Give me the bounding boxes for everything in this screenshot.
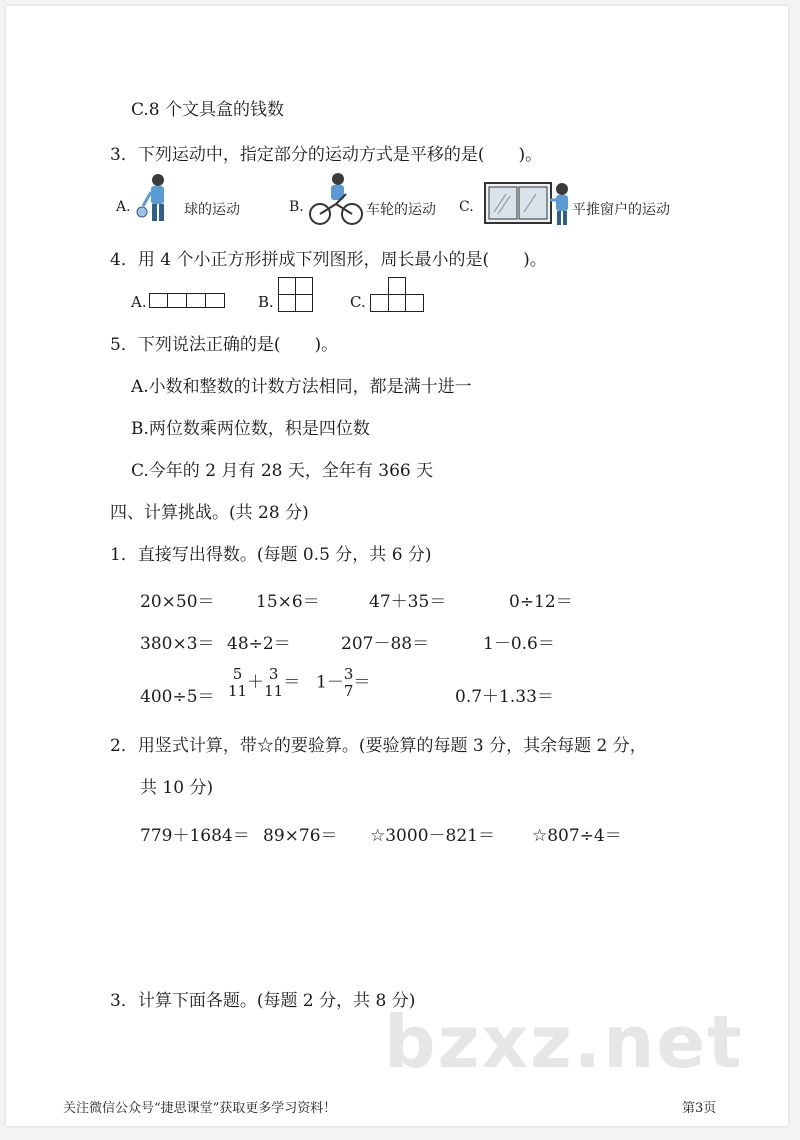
vertical-calc-2: 89×76＝ bbox=[263, 826, 338, 846]
shape-b-two-by-two-square bbox=[278, 277, 312, 311]
q5-stem: 5．下列说法正确的是( )。 bbox=[110, 335, 339, 355]
calc-2-1: 380×3＝ bbox=[140, 634, 215, 654]
exam-page bbox=[6, 6, 788, 1126]
sliding-window-illustration bbox=[484, 182, 552, 224]
s4-q2-title-line1: 2．用竖式计算，带☆的要验算。(要验算的每题 3 分，其余每题 2 分， bbox=[110, 736, 647, 756]
q3-option-c-letter: C. bbox=[459, 199, 474, 215]
q3-option-b-letter: B. bbox=[289, 199, 304, 215]
calc-2-4: 1－0.6＝ bbox=[483, 634, 555, 654]
q3-option-c-text: 平推窗户的运动 bbox=[572, 202, 670, 218]
q3-option-a-letter: A. bbox=[116, 199, 131, 215]
boy-pushing-window-illustration bbox=[550, 182, 572, 226]
calc-2-3: 207－88＝ bbox=[341, 634, 430, 654]
page-number: 第3页 bbox=[682, 1101, 717, 1116]
section-4-title: 四、计算挑战。(共 28 分) bbox=[110, 503, 309, 523]
calc-1-4: 0÷12＝ bbox=[509, 592, 573, 612]
watermark: bzxz.net bbox=[384, 1000, 744, 1084]
boy-riding-bicycle-illustration bbox=[308, 172, 364, 226]
shape-a-four-in-row bbox=[149, 293, 225, 309]
vertical-calc-4-check: ☆807÷4＝ bbox=[532, 826, 622, 846]
q5-option-b: B.两位数乘两位数，积是四位数 bbox=[131, 419, 370, 439]
calc-1-1: 20×50＝ bbox=[140, 592, 215, 612]
s4-q2-title-line2: 共 10 分) bbox=[140, 778, 214, 798]
q5-option-a: A.小数和整数的计数方法相同，都是满十进一 bbox=[131, 377, 472, 397]
boy-bouncing-ball-illustration bbox=[134, 172, 178, 226]
q3-option-a-text: 球的运动 bbox=[184, 202, 240, 218]
q3-option-b-text: 车轮的运动 bbox=[366, 202, 436, 218]
calc-1-3: 47＋35＝ bbox=[369, 592, 447, 612]
calc-3-2-fraction-sum: 5 11 ＋ 3 11 ＝ bbox=[228, 665, 301, 700]
calc-3-4: 0.7＋1.33＝ bbox=[455, 687, 554, 707]
q4-option-a-letter: A. bbox=[131, 293, 147, 311]
q3-stem: 3．下列运动中，指定部分的运动方式是平移的是( )。 bbox=[110, 145, 543, 165]
calc-2-2: 48÷2＝ bbox=[227, 634, 291, 654]
q4-option-b-letter: B. bbox=[258, 293, 274, 311]
s4-q1-title: 1．直接写出得数。(每题 0.5 分，共 6 分) bbox=[110, 545, 432, 565]
calc-3-3-fraction-difference: 1－ 3 7 ＝ bbox=[316, 665, 371, 700]
footer-note: 关注微信公众号“捷思课堂”获取更多学习资料！ bbox=[63, 1101, 337, 1116]
shape-c-t-shape bbox=[370, 277, 424, 313]
calc-1-2: 15×6＝ bbox=[256, 592, 320, 612]
vertical-calc-1: 779＋1684＝ bbox=[140, 826, 250, 846]
calc-3-1: 400÷5＝ bbox=[140, 687, 215, 707]
vertical-calc-3-check: ☆3000－821＝ bbox=[370, 826, 495, 846]
q2-option-c: C.8 个文具盒的钱数 bbox=[131, 100, 285, 120]
q5-option-c: C.今年的 2 月有 28 天，全年有 366 天 bbox=[131, 461, 434, 481]
s4-q3-title: 3．计算下面各题。(每题 2 分，共 8 分) bbox=[110, 991, 416, 1011]
q4-option-c-letter: C. bbox=[350, 293, 366, 311]
q4-stem: 4．用 4 个小正方形拼成下列图形，周长最小的是( )。 bbox=[110, 250, 547, 270]
